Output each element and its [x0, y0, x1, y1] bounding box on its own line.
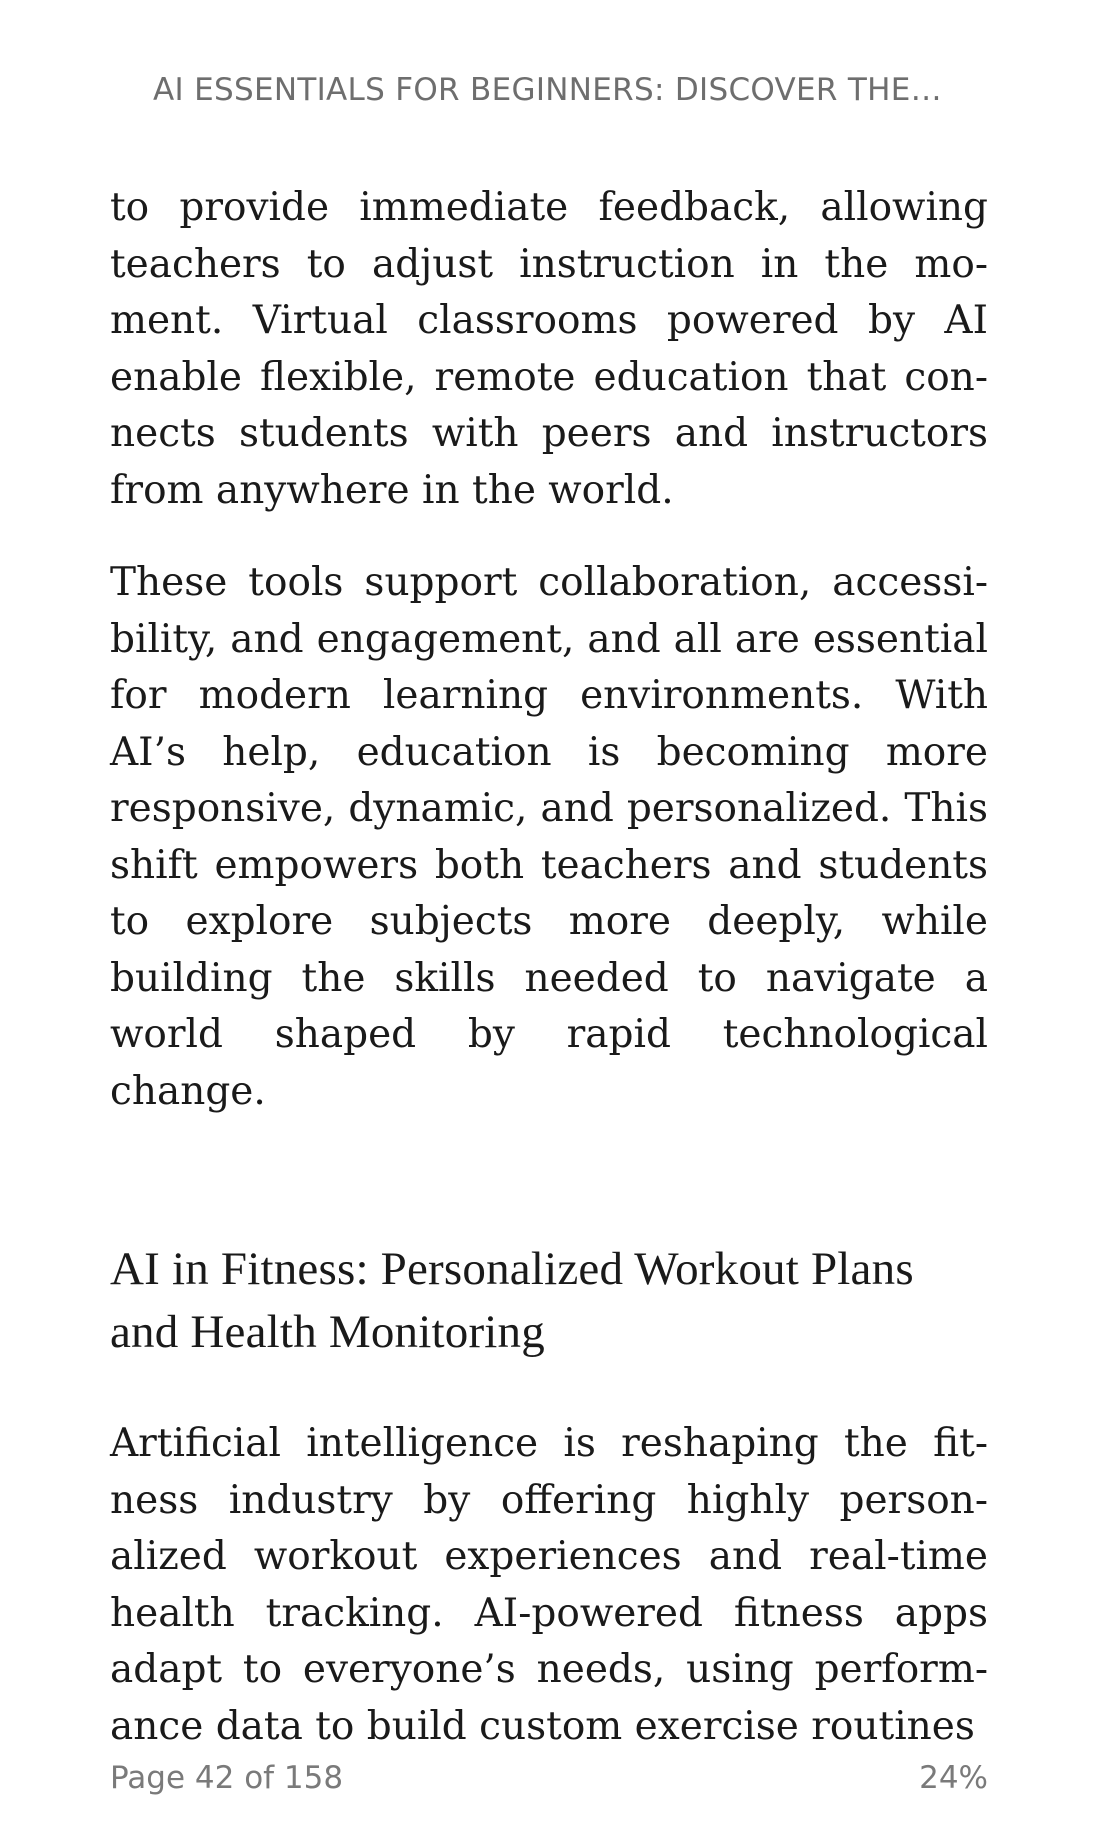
paragraph-education-tools: These tools support collaboration, accessibility, and engagement, and all are essential for modern learning environments. With AI’s help, education is becoming more responsive, dynamic, and personalized. This shift empowers both teachers and students to explore subjects more deeply, while building the skills needed to navigate a world shaped by rapid technological change.: [110, 560, 988, 1114]
section-heading: AI in Fitness: Personalized Workout Plans and Health Monitoring: [110, 1243, 914, 1358]
book-title-header: AI ESSENTIALS FOR BEGINNERS: DISCOVER THE…: [153, 72, 942, 108]
reading-footer: [110, 1760, 988, 1796]
reading-content: [110, 180, 988, 1755]
paragraph-fitness-intro: Artificial intelligence is reshaping the fitness industry by offering highly personalized workout experiences and real-time health tracking. AI-powered fitness apps adapt to everyone’s needs, using performance data to build custom exercise routines: [110, 1421, 988, 1749]
reading-progress-percent[interactable]: 24%: [919, 1760, 988, 1796]
page-location[interactable]: Page 42 of 158: [110, 1760, 344, 1796]
paragraph-education-feedback: to provide immediate feedback, allowing teachers to adjust instruction in the moment. Virtual classrooms powered by AI enable flexible, remote education that connects students with peers and instructors from anywhere in the world.: [110, 185, 988, 513]
